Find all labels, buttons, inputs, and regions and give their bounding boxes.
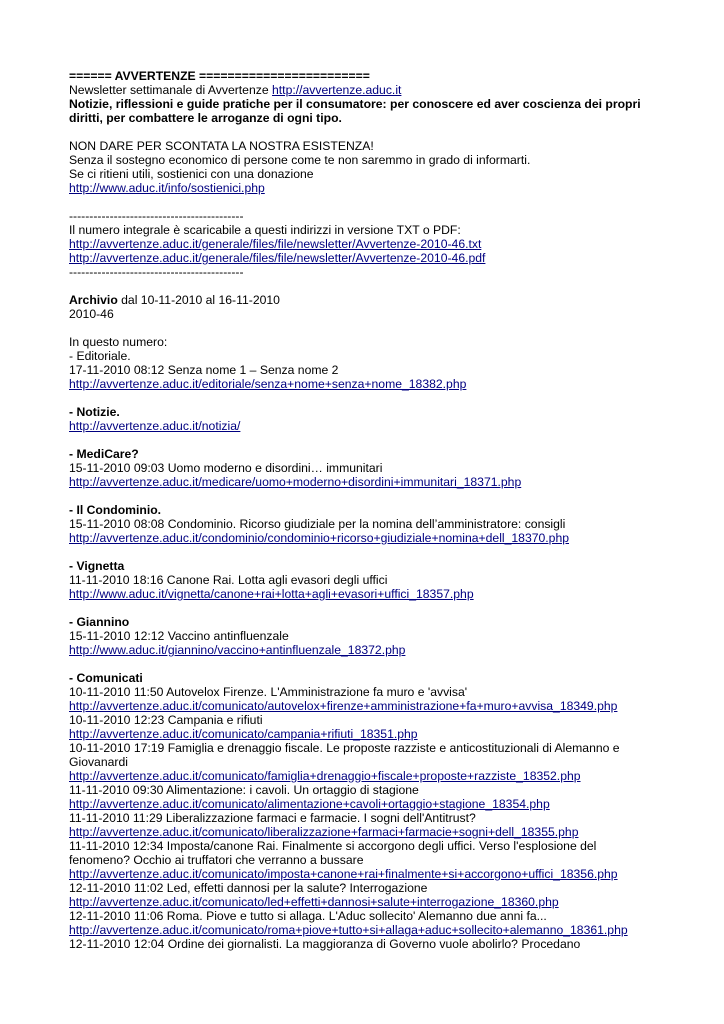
support-headline: NON DARE PER SCONTATA LA NOSTRA ESISTENZA! — [69, 139, 374, 153]
support-text-1: Senza il sostegno economico di persone come te non saremmo in grado di informarti. — [69, 153, 531, 167]
toc-editoriale-link[interactable]: http://avvertenze.aduc.it/editoriale/senza+nome+senza+nome_18382.php — [69, 377, 467, 391]
section-heading-notizie: - Notizie. — [69, 405, 120, 419]
vignetta-link[interactable]: http://www.aduc.it/vignetta/canone+rai+lotta+agli+evasori+uffici_18357.php — [69, 587, 474, 601]
section-heading-giannino: - Giannino — [69, 615, 130, 629]
condominio-link[interactable]: http://avvertenze.aduc.it/condominio/condominio+ricorso+giudiziale+nomina+dell_18370.php — [69, 531, 570, 545]
comunicato-link[interactable]: http://avvertenze.aduc.it/comunicato/imposta+canone+rai+finalmente+si+accorgono+uffici_18356.php — [69, 867, 618, 881]
download-txt-link[interactable]: http://avvertenze.aduc.it/generale/files/file/newsletter/Avvertenze-2010-46.txt — [69, 237, 482, 251]
separator: ------------------------------------------- — [69, 265, 244, 279]
comunicato-item: 10-11-2010 17:19 Famiglia e drenaggio fiscale. Le proposte razziste e anticostituzionali di Alemanno e Giovanardi — [69, 741, 620, 769]
newsletter-subtitle — [69, 83, 659, 97]
download-pdf-link[interactable]: http://avvertenze.aduc.it/generale/files/file/newsletter/Avvertenze-2010-46.pdf — [69, 251, 486, 265]
medicare-item: 15-11-2010 09:03 Uomo moderno e disordini… immunitari — [69, 461, 383, 475]
archive-label: Archivio — [69, 293, 118, 307]
newsletter-tagline: Notizie, riflessioni e guide pratiche per il consumatore: per conoscere ed aver coscienza dei propri diritti, per combattere le arroganze di ogni tipo. — [69, 97, 641, 125]
comunicato-item: 11-11-2010 12:34 Imposta/canone Rai. Finalmente si accorgono degli uffici. Verso l'esplosione del fenomeno? Occhio ai truffatori che verranno a bussare — [69, 839, 597, 867]
comunicato-item: 11-11-2010 09:30 Alimentazione: i cavoli. Un ortaggio di stagione — [69, 783, 419, 797]
support-link[interactable]: http://www.aduc.it/info/sostienici.php — [69, 181, 265, 195]
section-heading-condominio: - Il Condominio. — [69, 503, 162, 517]
newsletter-link[interactable]: http://avvertenze.aduc.it — [272, 83, 402, 97]
comunicato-link[interactable]: http://avvertenze.aduc.it/comunicato/liberalizzazione+farmaci+farmacie+sogni+dell_18355.php — [69, 825, 579, 839]
newsletter-body — [69, 69, 659, 951]
comunicato-item: 12-11-2010 12:04 Ordine dei giornalisti. La maggioranza di Governo vuole abolirlo? Procedano — [69, 937, 581, 951]
support-text-2: Se ci ritieni utili, sostienici con una donazione — [69, 167, 314, 181]
toc-editoriale-label: - Editoriale. — [69, 349, 131, 363]
archive-issue: 2010-46 — [69, 307, 114, 321]
comunicato-item: 10-11-2010 12:23 Campania e rifiuti — [69, 713, 263, 727]
archive-range — [69, 293, 659, 307]
comunicato-item: 11-11-2010 11:29 Liberalizzazione farmaci e farmacie. I sogni dell'Antitrust? — [69, 811, 476, 825]
medicare-link[interactable]: http://avvertenze.aduc.it/medicare/uomo+moderno+disordini+immunitari_18371.php — [69, 475, 522, 489]
comunicato-link[interactable]: http://avvertenze.aduc.it/comunicato/campania+rifiuti_18351.php — [69, 727, 418, 741]
comunicato-link[interactable]: http://avvertenze.aduc.it/comunicato/alimentazione+cavoli+ortaggio+stagione_18354.php — [69, 797, 550, 811]
newsletter-title: ====== AVVERTENZE ======================== — [69, 69, 370, 83]
giannino-item: 15-11-2010 12:12 Vaccino antinfluenzale — [69, 629, 289, 643]
giannino-link[interactable]: http://www.aduc.it/giannino/vaccino+antinfluenzale_18372.php — [69, 643, 406, 657]
comunicato-link[interactable]: http://avvertenze.aduc.it/comunicato/autovelox+firenze+amministrazione+fa+muro+avvisa_18349.php — [69, 699, 618, 713]
toc-editoriale-item: 17-11-2010 08:12 Senza nome 1 – Senza nome 2 — [69, 363, 339, 377]
toc-intro: In questo numero: — [69, 335, 168, 349]
comunicato-item: 10-11-2010 11:50 Autovelox Firenze. L'Amministrazione fa muro e 'avvisa' — [69, 685, 468, 699]
download-text: Il numero integrale è scaricabile a questi indirizzi in versione TXT o PDF: — [69, 223, 461, 237]
comunicato-link[interactable]: http://avvertenze.aduc.it/comunicato/roma+piove+tutto+si+allaga+aduc+sollecito+alemanno_18361.php — [69, 923, 628, 937]
section-heading-vignetta: - Vignetta — [69, 559, 125, 573]
separator: ------------------------------------------- — [69, 209, 244, 223]
notizie-link[interactable]: http://avvertenze.aduc.it/notizia/ — [69, 419, 241, 433]
vignetta-item: 11-11-2010 18:16 Canone Rai. Lotta agli evasori degli uffici — [69, 573, 388, 587]
comunicato-link[interactable]: http://avvertenze.aduc.it/comunicato/famiglia+drenaggio+fiscale+proposte+razziste_18352.php — [69, 769, 581, 783]
archive-dates: dal 10-11-2010 al 16-11-2010 — [117, 293, 280, 307]
comunicato-link[interactable]: http://avvertenze.aduc.it/comunicato/led+effetti+dannosi+salute+interrogazione_18360.php — [69, 895, 559, 909]
comunicato-item: 12-11-2010 11:02 Led, effetti dannosi per la salute? Interrogazione — [69, 881, 428, 895]
section-heading-comunicati: - Comunicati — [69, 671, 143, 685]
condominio-item: 15-11-2010 08:08 Condominio. Ricorso giudiziale per la nomina dell’amministratore: consigli — [69, 517, 566, 531]
comunicato-item: 12-11-2010 11:06 Roma. Piove e tutto si allaga. L'Aduc sollecito' Alemanno due anni fa... — [69, 909, 547, 923]
newsletter-label: Newsletter settimanale di Avvertenze — [69, 83, 269, 97]
section-heading-medicare: - MediCare? — [69, 447, 139, 461]
